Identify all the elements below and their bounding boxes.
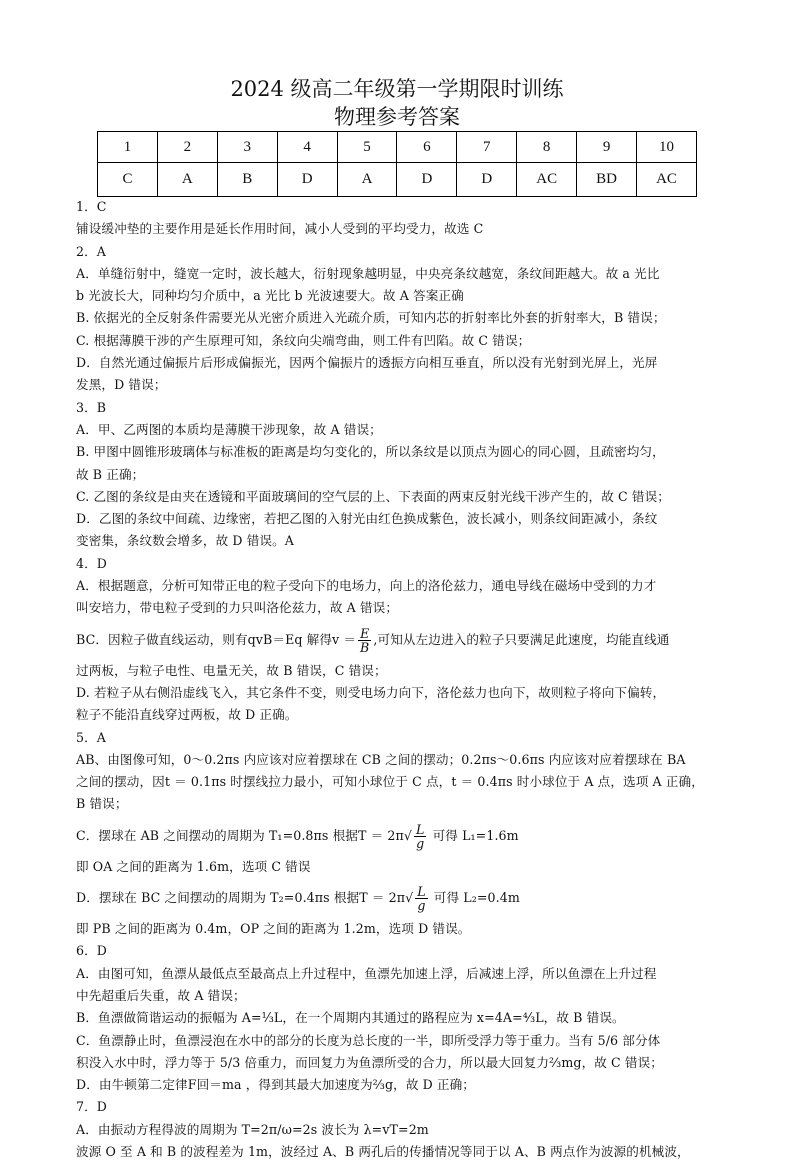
solution-line: C. 乙图的条纹是由夹在透镜和平面玻璃间的空气层的上、下表面的两束反射光线干涉产生的，故 C 错误； bbox=[76, 488, 670, 504]
question-number-cell: 9 bbox=[577, 132, 637, 163]
solution-line: 铺设缓冲垫的主要作用是延长作用时间，减小人受到的平均受力，故选 C bbox=[76, 221, 484, 237]
solution-line: 叫安培力，带电粒子受到的力只叫洛伦兹力，故 A 错误； bbox=[76, 600, 399, 616]
question-heading: 1．C bbox=[76, 199, 107, 214]
fraction bbox=[358, 627, 371, 654]
solution-line: A．甲、乙两图的本质均是薄膜干涉现象，故 A 错误； bbox=[76, 421, 382, 437]
formula-text: C．摆球在 AB 之间摆动的周期为 T₁=0.8πs 根据T ＝ 2π√ bbox=[76, 827, 412, 843]
solution-line: b 光波长大，同种均匀介质中，a 光比 b 光波速要大。故 A 答案正确 bbox=[76, 288, 464, 304]
answer-cell: A bbox=[157, 163, 217, 197]
solution-line-formula bbox=[76, 878, 720, 918]
question-heading: 5．A bbox=[76, 729, 107, 745]
fraction-denominator: g bbox=[417, 898, 426, 914]
solution-line: 之间的摆动，因t ＝ 0.1πs 时摆线拉力最小，可知小球位于 C 点，t ＝ 0.4πs 时小球位于 A 点，选项 A 正确， bbox=[76, 774, 704, 790]
question-number-cell: 1 bbox=[98, 132, 158, 163]
solution-line: 即 PB 之间的距离为 0.4m，OP 之间的距离为 1.2m，选项 D 错误。 bbox=[76, 921, 471, 937]
solution-text bbox=[76, 196, 720, 1163]
fraction bbox=[414, 823, 426, 850]
document-subtitle: 物理参考答案 bbox=[334, 105, 460, 129]
answer-table-answer-row bbox=[98, 163, 697, 197]
solution-line: 中先超重后失重，故 A 错误； bbox=[76, 987, 246, 1003]
solution-line: A．由振动方程得波的周期为 T=2π/ω=2s 波长为 λ=vT=2m bbox=[76, 1121, 429, 1137]
answer-cell: BD bbox=[577, 163, 637, 197]
question-number-cell: 3 bbox=[217, 132, 277, 163]
question-number-cell: 4 bbox=[277, 132, 337, 163]
question-heading: 7．D bbox=[76, 1099, 108, 1115]
answer-cell: AC bbox=[637, 163, 697, 197]
formula-text: D．摆球在 BC 之间摆动的周期为 T₂=0.4πs 根据T ＝ 2π√ bbox=[76, 890, 414, 906]
solution-line: D．乙图的条纹中间疏、边缘密，若把乙图的入射光由红色换成紫色，波长减小，则条纹间距减小，条纹 bbox=[76, 511, 658, 527]
fraction-numerator: L bbox=[416, 821, 425, 837]
fraction-numerator: E bbox=[358, 627, 371, 641]
solution-line: B. 依据光的全反射条件需要光从光密介质进入光疏介质，可知内芯的折射率比外套的折射率大，B 错误； bbox=[76, 310, 666, 326]
solution-line: 发黑，D 错误； bbox=[76, 377, 167, 393]
fraction-denominator: B bbox=[360, 639, 370, 655]
fraction bbox=[415, 885, 427, 912]
answer-cell: AC bbox=[517, 163, 577, 197]
formula-text: 可得 L₂=0.4m bbox=[429, 890, 520, 906]
answer-table bbox=[97, 131, 697, 197]
solution-line: 积没入水中时，浮力等于 5/3 倍重力，而回复力为鱼漂所受的合力，所以最大回复力⅔mg，故 C 错误； bbox=[76, 1054, 663, 1070]
question-number-cell: 5 bbox=[337, 132, 397, 163]
formula-text: ,可知从左边进入的粒子只要满足此速度，均能直线通 bbox=[373, 631, 670, 647]
document-title: 2024 级高二年级第一学期限时训练 bbox=[230, 77, 564, 101]
formula-text: 可得 L₁=1.6m bbox=[428, 827, 519, 843]
solution-line: D．由牛顿第二定律F回＝ma ，得到其最大加速度为⅔g，故 D 正确； bbox=[76, 1077, 476, 1093]
answer-cell: B bbox=[217, 163, 277, 197]
question-heading: 4．D bbox=[76, 555, 108, 571]
solution-line: A．根据题意，分析可知带正电的粒子受向下的电场力，向上的洛伦兹力，通电导线在磁场中受到的力才 bbox=[76, 578, 657, 594]
question-heading: 6．D bbox=[76, 943, 108, 959]
solution-line: D．自然光通过偏振片后形成偏振光，因两个偏振片的透振方向相互垂直，所以没有光射到光屏上，光屏 bbox=[76, 355, 658, 371]
solution-line: B. 甲图中圆锥形玻璃体与标准板的距离是均匀变化的，所以条纹是以顶点为圆心的同心圆，且疏密均匀， bbox=[76, 444, 665, 460]
fraction-numerator: L bbox=[417, 884, 426, 900]
solution-line: 变密集，条纹数会增多，故 D 错误。A bbox=[76, 533, 295, 549]
solution-line-formula bbox=[76, 620, 720, 660]
solution-line: B．鱼漂做简谐运动的振幅为 A=⅓L，在一个周期内其通过的路程应为 x=4A=⁴⁄₃L，故 B 错误。 bbox=[76, 1010, 625, 1026]
solution-line: A．由图可知，鱼漂从最低点至最高点上升过程中，鱼漂先加速上浮，后减速上浮，所以鱼漂在上升过程 bbox=[76, 965, 657, 981]
solution-line: B 错误； bbox=[76, 796, 128, 812]
solution-line: C．鱼漂静止时，鱼漂浸泡在水中的部分的长度为总长度的一半，即所受浮力等于重力。当有 5/6 部分体 bbox=[76, 1032, 661, 1048]
question-number-cell: 10 bbox=[637, 132, 697, 163]
solution-line: 即 OA 之间的距离为 1.6m，选项 C 错误 bbox=[76, 858, 311, 874]
answer-cell: D bbox=[277, 163, 337, 197]
answer-cell: C bbox=[98, 163, 158, 197]
solution-line: A．单缝衍射中，缝宽一定时，波长越大，衍射现象越明显，中央亮条纹越宽，条纹间距越大。故 a 光比 bbox=[76, 265, 660, 281]
question-number-cell: 2 bbox=[157, 132, 217, 163]
answer-cell: D bbox=[397, 163, 457, 197]
solution-line: D. 若粒子从右侧沿虚线飞入，其它条件不变，则受电场力向下，洛伦兹力也向下，故则粒子将向下偏转， bbox=[76, 684, 666, 700]
question-number-cell: 8 bbox=[517, 132, 577, 163]
question-heading: 3．B bbox=[76, 399, 107, 415]
question-number-cell: 7 bbox=[457, 132, 517, 163]
answer-table-number-row bbox=[98, 132, 697, 163]
solution-line: 故 B 正确； bbox=[76, 466, 145, 482]
solution-line: AB、由图像可知，0～0.2πs 内应该对应着摆球在 CB 之间的摆动；0.2πs～0.6πs 内应该对应着摆球在 BA bbox=[76, 751, 686, 767]
solution-line: 波源 O 至 A 和 B 的波程差为 1m，波经过 A、B 两孔后的传播情况等同于以 A、B 两点作为波源的机械波， bbox=[76, 1143, 690, 1159]
solution-line: 粒子不能沿直线穿过两板，故 D 正确。 bbox=[76, 707, 298, 723]
question-heading: 2．A bbox=[76, 243, 107, 259]
formula-text: BC．因粒子做直线运动，则有qvB＝Eq 解得v ＝ bbox=[76, 631, 357, 647]
answer-cell: D bbox=[457, 163, 517, 197]
question-number-cell: 6 bbox=[397, 132, 457, 163]
solution-line: 过两板，与粒子电性、电量无关，故 B 错误，C 错误； bbox=[76, 662, 387, 678]
solution-line-formula bbox=[76, 816, 720, 856]
solution-line: C. 根据薄膜干涉的产生原理可知，条纹向尖端弯曲，则工件有凹陷。故 C 错误； bbox=[76, 332, 531, 348]
fraction-denominator: g bbox=[416, 835, 425, 851]
answer-cell: A bbox=[337, 163, 397, 197]
